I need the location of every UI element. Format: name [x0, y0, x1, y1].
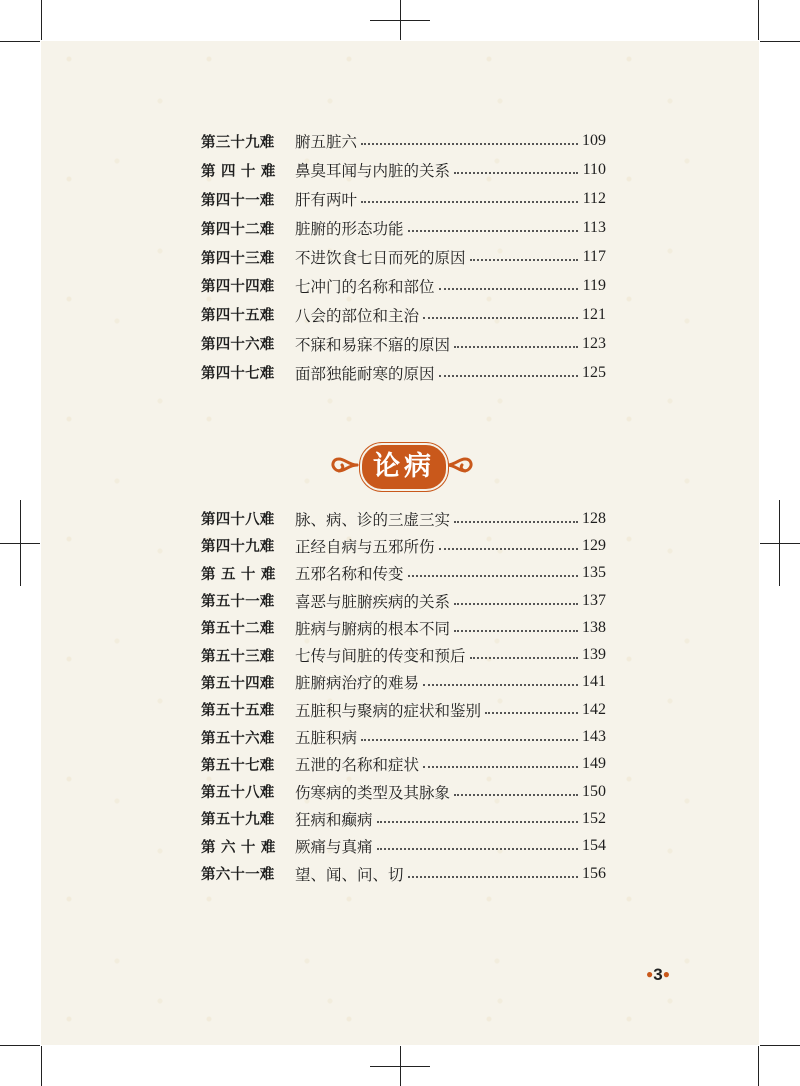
toc-entry-page: 139 [582, 646, 606, 664]
toc-entry[interactable] [201, 805, 606, 832]
toc-entry-number: 第四十一难 [201, 192, 275, 209]
page-number-text: 3 [653, 965, 663, 984]
toc-entry-title: 七冲门的名称和部位 [295, 277, 435, 296]
toc-entry-number: 第四十二难 [201, 221, 275, 238]
toc-entry-page: 112 [582, 190, 606, 208]
toc-entry-number: 第五十七难 [201, 757, 275, 774]
toc-entry[interactable] [201, 669, 606, 696]
toc-entry-page: 156 [582, 864, 606, 882]
toc-leader-dots [408, 876, 578, 878]
toc-entry-title: 望、闻、问、切 [295, 865, 404, 884]
toc-entry[interactable] [201, 778, 606, 805]
toc-entry[interactable] [201, 505, 606, 532]
toc-entry-number: 第五十九难 [201, 812, 275, 829]
toc-leader-dots [439, 375, 578, 377]
toc-entry-title: 脏腑病治疗的难易 [295, 674, 420, 693]
toc-entry-page: 109 [582, 132, 606, 150]
section-heading-text: 论病 [360, 443, 448, 491]
toc-leader-dots [470, 657, 578, 659]
toc-entry-title: 肝有两叶 [295, 191, 358, 210]
toc-entry-title: 伤寒病的类型及其脉象 [295, 783, 451, 802]
toc-leader-dots [377, 821, 578, 823]
toc-leader-dots [408, 575, 578, 577]
toc-entry-page: 137 [582, 591, 606, 609]
toc-entry-title: 五泄的名称和症状 [295, 756, 420, 775]
toc-entry-title: 五脏积病 [295, 729, 358, 748]
toc-entry-number: 第四十六难 [201, 337, 275, 354]
toc-entry[interactable] [201, 127, 606, 156]
toc-entry-number: 第四十七难 [201, 366, 275, 383]
toc-entry-page: 138 [582, 618, 606, 636]
toc-entry-title: 五邪名称和传变 [295, 565, 404, 584]
toc-leader-dots [423, 766, 578, 768]
toc-entry[interactable] [201, 751, 606, 778]
page-number [646, 965, 670, 985]
toc-entry-title: 脉、病、诊的三虚三实 [295, 510, 451, 529]
toc-leader-dots [454, 346, 578, 348]
toc-entry-title: 脏腑的形态功能 [295, 220, 404, 239]
toc-entry-page: 117 [582, 248, 606, 265]
toc-entry[interactable] [201, 860, 606, 887]
toc-entry[interactable] [201, 300, 606, 329]
toc-leader-dots [485, 712, 578, 714]
toc-entry-page: 152 [582, 809, 606, 827]
toc-leader-dots [423, 317, 578, 319]
toc-entry-title: 不进饮食七日而死的原因 [295, 249, 466, 267]
toc-entry[interactable] [201, 185, 606, 214]
toc-entry[interactable] [201, 532, 606, 559]
toc-entry-title: 正经自病与五邪所伤 [295, 537, 435, 556]
toc-entry-title: 七传与间脏的传变和预后 [295, 647, 466, 666]
toc-leader-dots [439, 288, 578, 290]
toc-leader-dots [454, 521, 578, 523]
toc-entry-number: 第五十一难 [201, 594, 275, 611]
toc-entry-title: 喜恶与脏腑疾病的关系 [295, 592, 451, 611]
toc-leader-dots [423, 684, 578, 686]
toc-entry-number: 第五十三难 [201, 648, 275, 665]
toc-entry-title: 不寐和易寐不寤的原因 [295, 335, 451, 354]
toc-entry-number: 第五十五难 [201, 703, 275, 720]
toc-entry[interactable] [201, 833, 606, 860]
toc-leader-dots [454, 603, 578, 605]
toc-entry-page: 119 [582, 276, 606, 294]
toc-entry-page: 154 [582, 837, 606, 855]
toc-entry[interactable] [201, 587, 606, 614]
toc-entry-page: 143 [582, 728, 606, 746]
toc-list-top [201, 127, 606, 387]
toc-entry-page: 149 [582, 755, 606, 773]
toc-entry-number: 第五十四难 [201, 675, 275, 692]
toc-entry-number: 第五十二难 [201, 621, 275, 638]
toc-entry-number: 第四十四难 [201, 279, 275, 296]
toc-entry[interactable] [201, 358, 606, 387]
toc-entry-title: 厥痛与真痛 [295, 838, 373, 857]
toc-entry-number: 第六十一难 [201, 867, 275, 883]
toc-entry-page: 142 [582, 700, 606, 718]
toc-entry-number: 第 六 十 难 [201, 839, 276, 856]
toc-entry-number: 第 四 十 难 [201, 163, 276, 180]
toc-entry-number: 第四十九难 [201, 539, 275, 556]
toc-entry-page: 150 [582, 782, 606, 800]
toc-entry-number: 第三十九难 [201, 134, 275, 151]
toc-entry-number: 第五十六难 [201, 730, 275, 747]
toc-entry-page: 128 [582, 509, 606, 527]
toc-leader-dots [454, 172, 578, 174]
toc-leader-dots [454, 630, 578, 632]
toc-leader-dots [377, 848, 578, 850]
toc-entry-page: 123 [582, 334, 606, 352]
bullet-icon: ● [662, 967, 670, 981]
toc-leader-dots [470, 259, 578, 261]
toc-entry[interactable] [201, 271, 606, 300]
toc-leader-dots [361, 143, 578, 145]
toc-entry[interactable] [201, 614, 606, 641]
toc-entry-page: 125 [582, 363, 606, 381]
section-heading [327, 440, 477, 490]
toc-entry[interactable] [201, 243, 606, 272]
toc-entry-page: 141 [582, 673, 606, 691]
toc-entry-page: 113 [582, 219, 606, 237]
toc-entry-page: 121 [582, 305, 606, 323]
toc-entry-page: 129 [582, 536, 606, 554]
toc-entry-title: 五脏积与聚病的症状和鉴别 [295, 701, 482, 720]
toc-leader-dots [454, 794, 578, 796]
toc-entry[interactable] [201, 156, 606, 185]
bullet-icon: ● [646, 967, 654, 981]
toc-entry-number: 第四十三难 [201, 250, 275, 267]
toc-leader-dots [361, 201, 578, 203]
toc-entry-number: 第 五 十 难 [201, 566, 276, 583]
toc-entry-title: 八会的部位和主治 [295, 306, 420, 325]
toc-entry[interactable] [201, 560, 606, 587]
toc-entry-number: 第四十五难 [201, 308, 275, 325]
toc-entry-page: 135 [582, 564, 606, 582]
toc-list-bottom [201, 505, 606, 887]
toc-entry-title: 腑五脏六 [295, 133, 358, 152]
toc-entry[interactable] [201, 329, 606, 358]
toc-entry-number: 第五十八难 [201, 785, 275, 802]
toc-entry[interactable] [201, 214, 606, 243]
toc-entry[interactable] [201, 641, 606, 668]
toc-entry-title: 狂病和癫病 [295, 810, 373, 829]
toc-entry-title: 鼻臭耳闻与内脏的关系 [295, 162, 451, 181]
toc-leader-dots [439, 548, 578, 550]
toc-entry-title: 脏病与腑病的根本不同 [295, 619, 451, 638]
toc-entry-title: 面部独能耐寒的原因 [295, 364, 435, 383]
toc-leader-dots [408, 230, 578, 232]
toc-entry[interactable] [201, 696, 606, 723]
toc-entry-page: 110 [582, 161, 606, 179]
toc-entry-number: 第四十八难 [201, 512, 275, 529]
toc-entry[interactable] [201, 723, 606, 750]
toc-leader-dots [361, 739, 578, 741]
